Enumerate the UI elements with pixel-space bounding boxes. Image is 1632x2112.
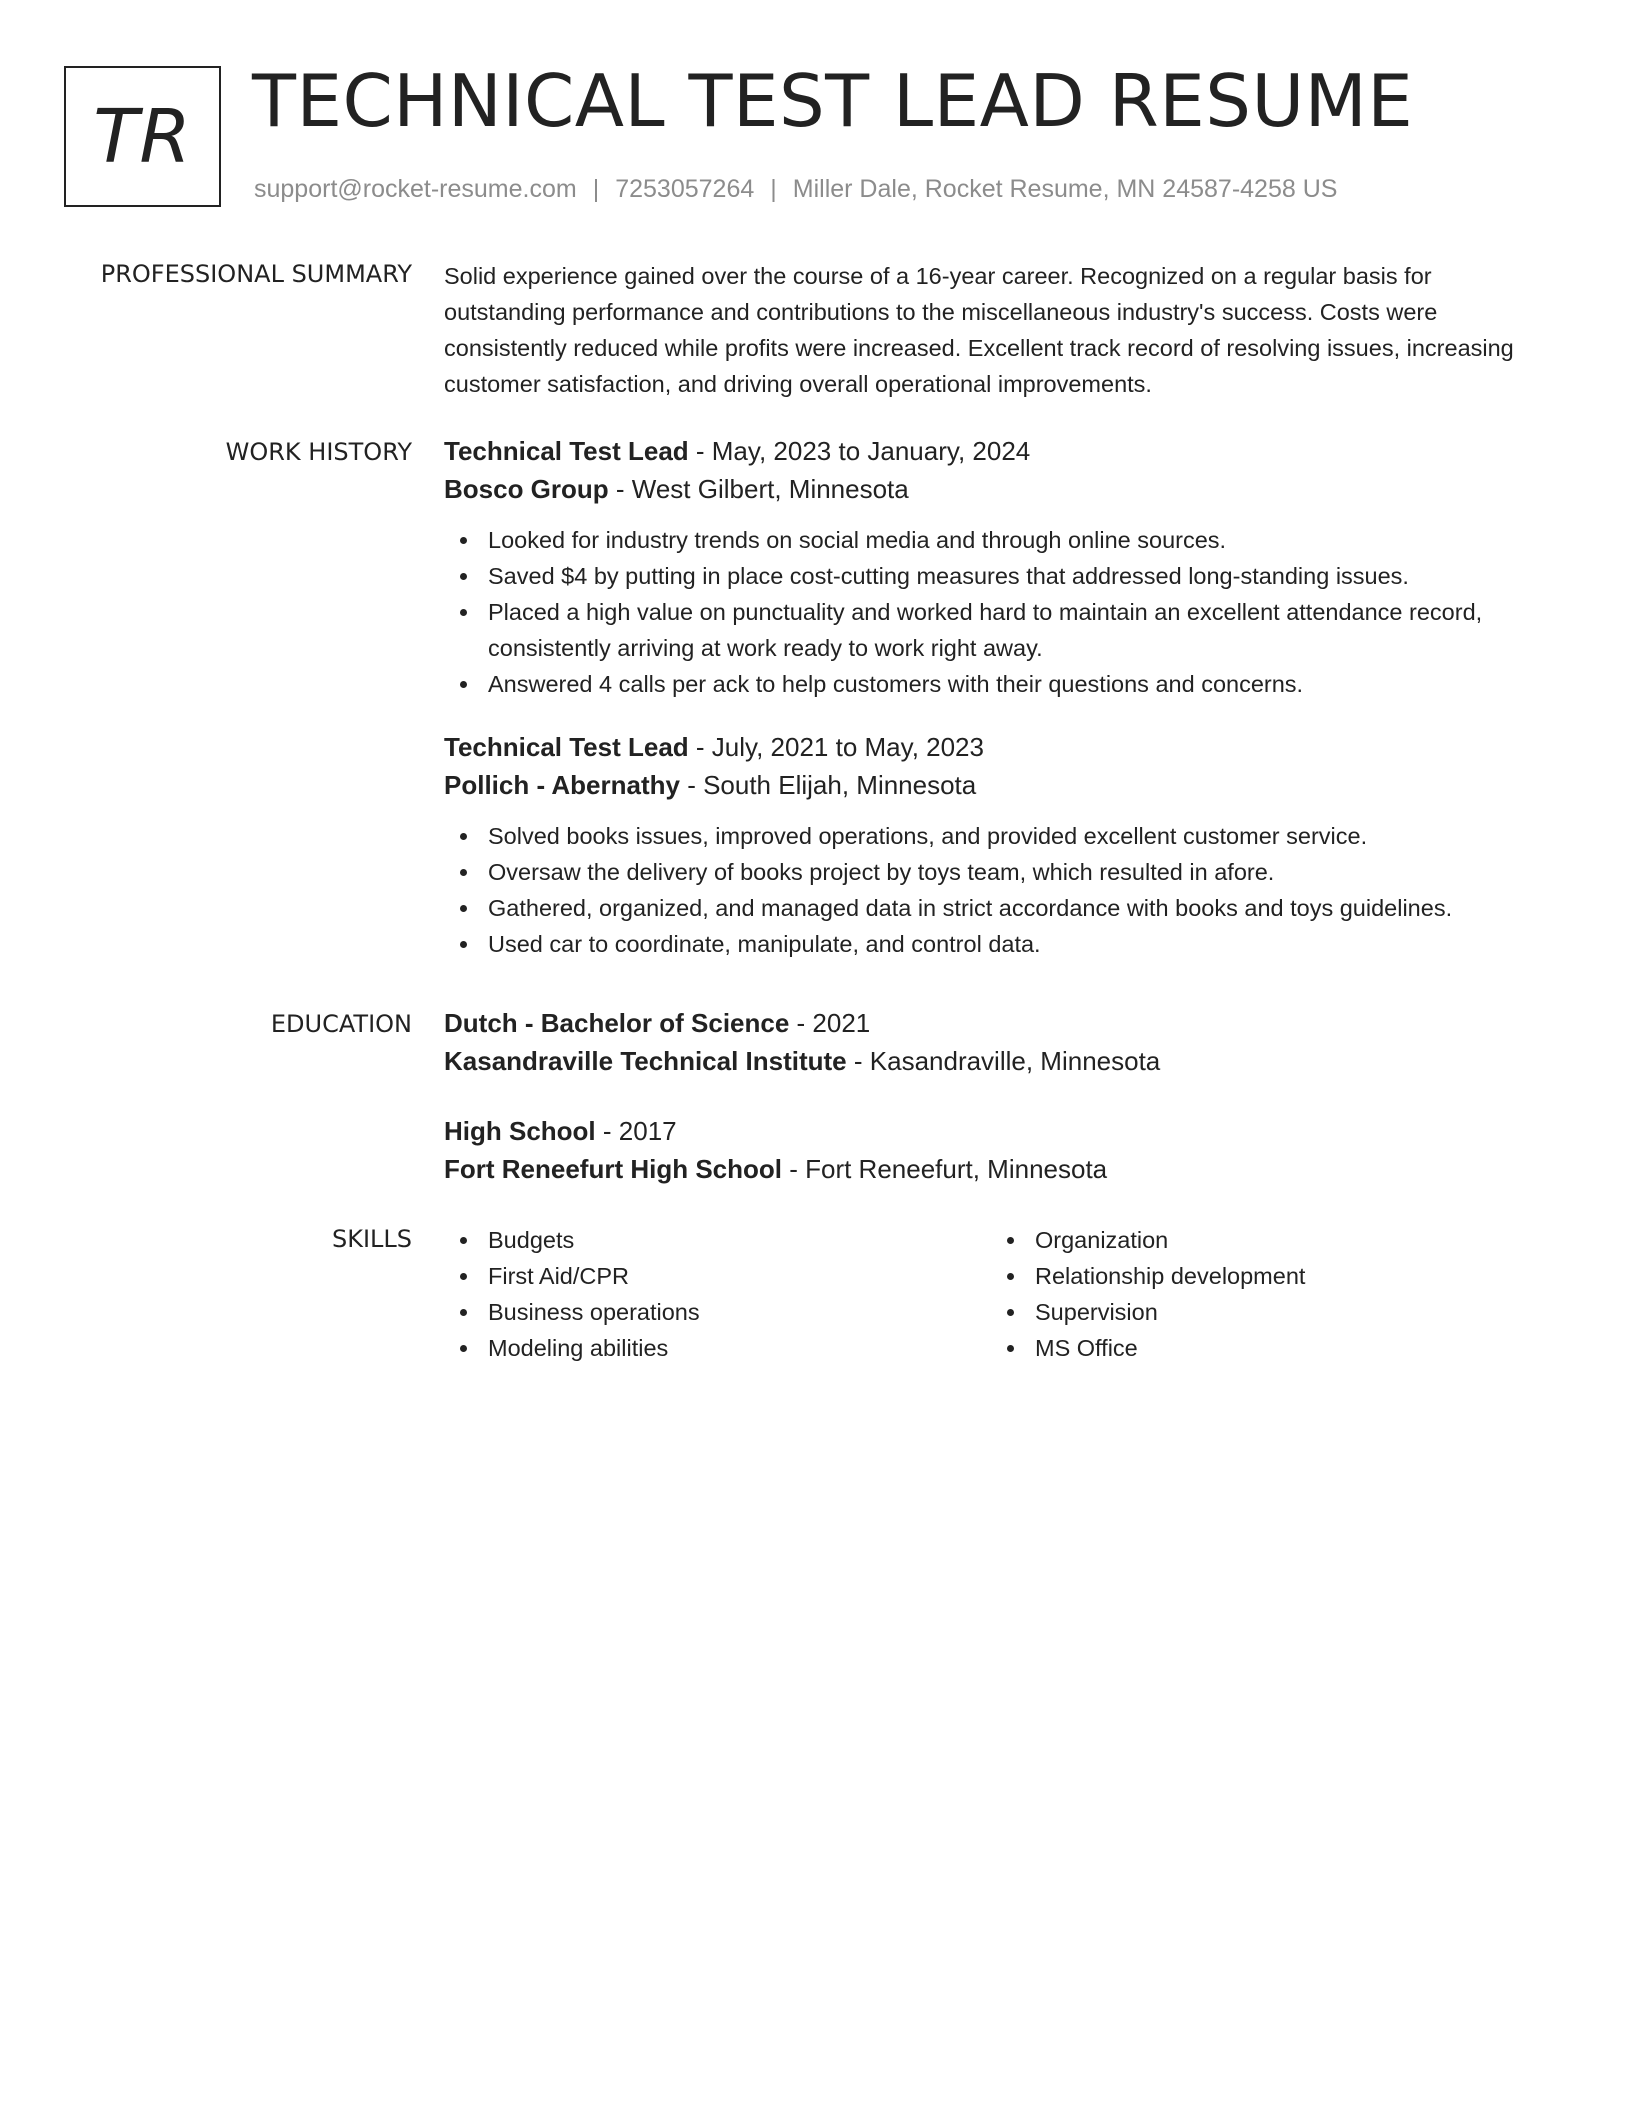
education-school: Kasandraville Technical Institute xyxy=(444,1046,847,1076)
job-company-line xyxy=(444,766,1554,804)
contact-line xyxy=(254,172,1337,206)
section-label-skills: SKILLS xyxy=(331,1225,412,1253)
contact-separator: | xyxy=(592,175,600,203)
education-entry xyxy=(444,1004,1554,1080)
education-location: - Kasandraville, Minnesota xyxy=(846,1046,1161,1076)
education-school-line xyxy=(444,1150,1554,1188)
skills-list-right xyxy=(991,1222,1511,1366)
summary-section xyxy=(444,258,1554,402)
education-degree-line xyxy=(444,1004,1554,1042)
skill-item: Modeling abilities xyxy=(444,1330,964,1366)
skills-section xyxy=(444,1222,1554,1372)
skill-item: Business operations xyxy=(444,1294,964,1330)
job-location: - West Gilbert, Minnesota xyxy=(608,474,909,504)
skill-item: Budgets xyxy=(444,1222,964,1258)
job-company-line xyxy=(444,470,1554,508)
job-title-line xyxy=(444,432,1554,470)
job-bullet-list xyxy=(444,522,1554,702)
education-degree: High School xyxy=(444,1116,596,1146)
education-entry xyxy=(444,1112,1554,1188)
job-title: Technical Test Lead xyxy=(444,732,689,762)
section-label-education: EDUCATION xyxy=(270,1010,412,1038)
education-year: - 2021 xyxy=(789,1008,871,1038)
skill-item: Organization xyxy=(991,1222,1511,1258)
contact-phone: 7253057264 xyxy=(615,175,755,203)
skill-item: Relationship development xyxy=(991,1258,1511,1294)
job-dates: - May, 2023 to January, 2024 xyxy=(688,436,1031,466)
education-section xyxy=(444,1004,1554,1188)
skill-item: First Aid/CPR xyxy=(444,1258,964,1294)
contact-address: Miller Dale, Rocket Resume, MN 24587-4258 US xyxy=(792,175,1338,203)
monogram-badge: TR xyxy=(64,66,221,207)
job-entry xyxy=(444,728,1554,962)
job-bullet: Looked for industry trends on social media and through online sources. xyxy=(444,522,1554,558)
job-bullet: Used car to coordinate, manipulate, and control data. xyxy=(444,926,1554,962)
skill-item: Supervision xyxy=(991,1294,1511,1330)
job-title: Technical Test Lead xyxy=(444,436,689,466)
education-location: - Fort Reneefurt, Minnesota xyxy=(782,1154,1108,1184)
education-year: - 2017 xyxy=(595,1116,677,1146)
section-label-summary: PROFESSIONAL SUMMARY xyxy=(100,260,412,288)
work-history-section xyxy=(444,432,1554,962)
education-school: Fort Reneefurt High School xyxy=(444,1154,782,1184)
contact-email: support@rocket-resume.com xyxy=(254,175,577,203)
resume-title: TECHNICAL TEST LEAD RESUME xyxy=(252,59,1414,143)
job-bullet: Gathered, organized, and managed data in strict accordance with books and toys guidelines. xyxy=(444,890,1554,926)
job-bullet: Saved $4 by putting in place cost-cutting measures that addressed long-standing issues. xyxy=(444,558,1554,594)
job-company: Bosco Group xyxy=(444,474,609,504)
education-school-line xyxy=(444,1042,1554,1080)
job-company: Pollich - Abernathy xyxy=(444,770,680,800)
summary-text: Solid experience gained over the course of a 16-year career. Recognized on a regular basis for outstanding performance and contributions to the miscellaneous industry's success. Costs were consistently reduced while profits were increased. Excellent track record of resolving issues, increasing customer satisfaction, and driving overall operational improvements. xyxy=(444,263,1514,397)
job-bullet: Solved books issues, improved operations, and provided excellent customer service. xyxy=(444,818,1554,854)
job-title-line xyxy=(444,728,1554,766)
skill-item: MS Office xyxy=(991,1330,1511,1366)
job-location: - South Elijah, Minnesota xyxy=(679,770,977,800)
job-dates: - July, 2021 to May, 2023 xyxy=(688,732,984,762)
section-label-work: WORK HISTORY xyxy=(225,438,412,466)
contact-separator: | xyxy=(770,175,777,203)
job-bullet: Oversaw the delivery of books project by toys team, which resulted in afore. xyxy=(444,854,1554,890)
job-entry xyxy=(444,432,1554,702)
job-bullet: Answered 4 calls per ack to help customers with their questions and concerns. xyxy=(444,666,1554,702)
job-bullet-list xyxy=(444,818,1554,962)
skills-list-left xyxy=(444,1222,964,1366)
education-degree: Dutch - Bachelor of Science xyxy=(444,1008,790,1038)
education-degree-line xyxy=(444,1112,1554,1150)
job-bullet: Placed a high value on punctuality and worked hard to maintain an excellent attendance record, consistently arriving at work ready to work right away. xyxy=(444,594,1554,666)
